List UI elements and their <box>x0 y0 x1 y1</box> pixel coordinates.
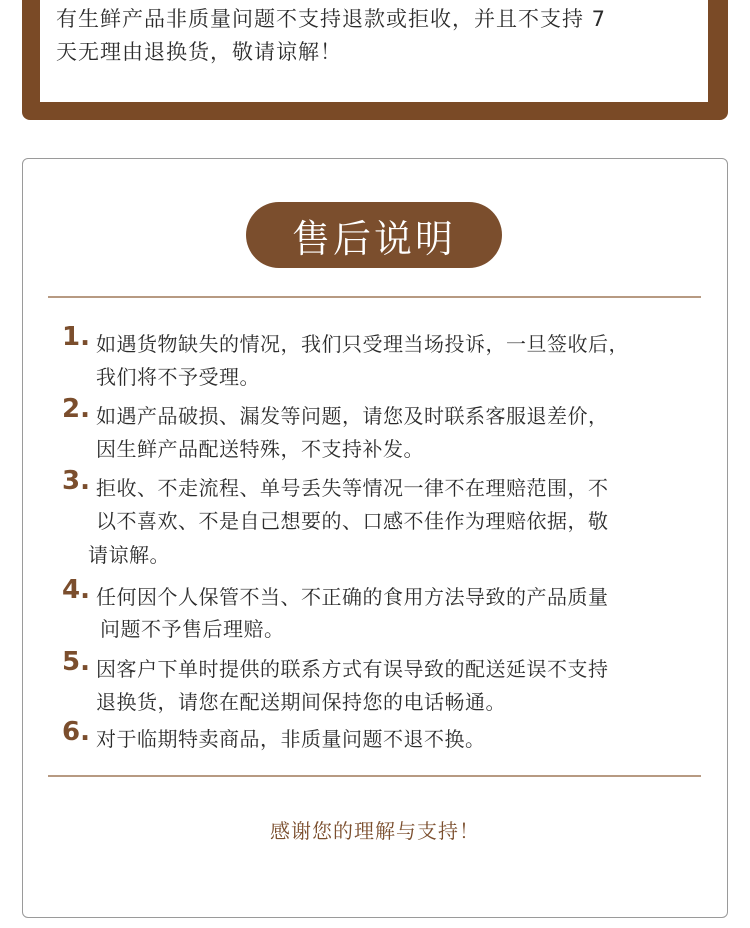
bottom-divider <box>48 775 701 777</box>
item-2-number: 2. <box>62 394 90 424</box>
thanks-footer: 感谢您的理解与支持！ <box>270 819 480 843</box>
item-4-line-2: 问题不予售后理赔。 <box>100 617 285 641</box>
item-3-line-3: 请谅解。 <box>88 543 170 567</box>
item-5-line-1: 因客户下单时提供的联系方式有误导致的配送延误不支持 <box>96 657 609 681</box>
item-6-number: 6. <box>62 717 90 747</box>
item-5-number: 5. <box>62 647 90 677</box>
item-3-number: 3. <box>62 466 90 496</box>
item-2-line-1: 如遇产品破损、漏发等问题，请您及时联系客服退差价， <box>96 404 609 428</box>
item-4-number: 4. <box>62 575 90 605</box>
top-notice-line-1: 有生鲜产品非质量问题不支持退款或拒收，并且不支持 7 <box>56 7 607 31</box>
top-notice-line-2: 天无理由退换货，敬请谅解！ <box>56 40 342 64</box>
item-4-line-1: 任何因个人保管不当、不正确的食用方法导致的产品质量 <box>96 585 609 609</box>
item-2-line-2: 因生鲜产品配送特殊，不支持补发。 <box>96 437 424 461</box>
top-divider <box>48 296 701 298</box>
item-3-line-2: 以不喜欢、不是自己想要的、口感不佳作为理赔依据，敬 <box>96 509 609 533</box>
item-1-number: 1. <box>62 322 90 352</box>
item-1-line-1: 如遇货物缺失的情况，我们只受理当场投诉，一旦签收后， <box>96 332 629 356</box>
item-5-line-2: 退换货，请您在配送期间保持您的电话畅通。 <box>96 690 506 714</box>
item-3-line-1: 拒收、不走流程、单号丢失等情况一律不在理赔范围，不 <box>96 476 609 500</box>
after-sales-card <box>22 158 728 918</box>
after-sales-title: 售后说明 <box>246 202 502 268</box>
item-1-line-2: 我们将不予受理。 <box>96 365 260 389</box>
item-6-line-1: 对于临期特卖商品，非质量问题不退不换。 <box>96 727 486 751</box>
